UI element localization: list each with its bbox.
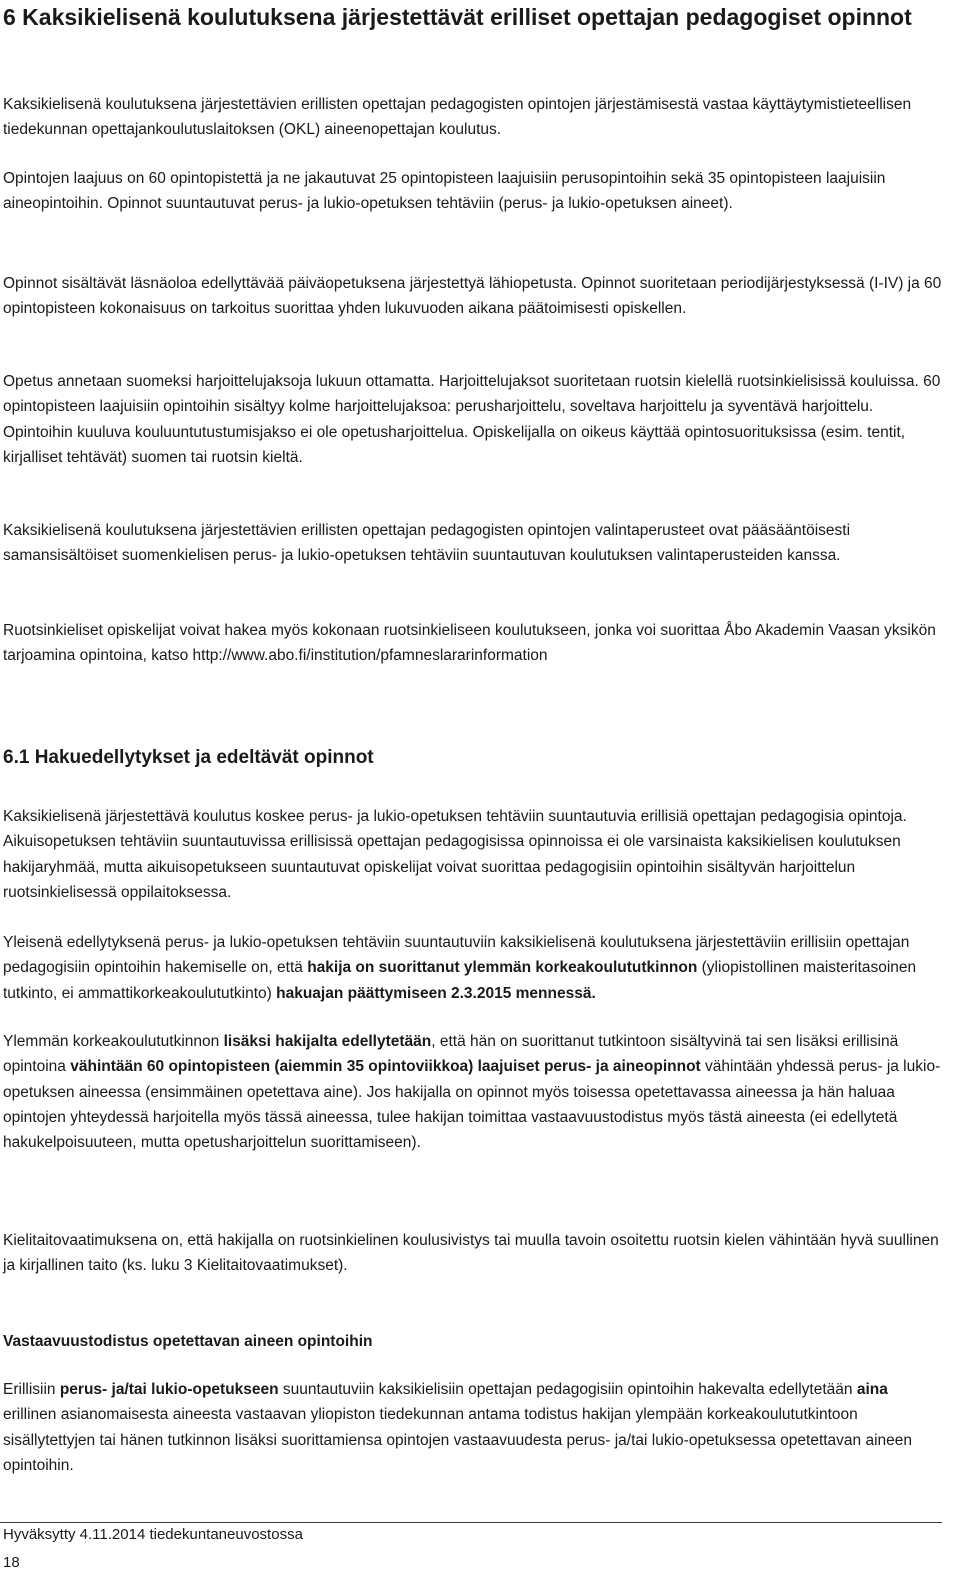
degree-bold-1: lisäksi hakijalta edellytetään	[223, 1033, 432, 1050]
footer-divider	[0, 1522, 942, 1523]
degree-text-3: vähintään yhdessä perus- ja lukio-opetuksen aineessa (ensimmäinen opetettava aine). Jos hakijalla on opinnot myös toisessa opetettavassa aineessa ja hän haluaa opintojen yhteydessä harjoitella myös tässä aineessa, tulee hakijan toimittaa vastaavuustodistus myös tästä aineesta (ei edellytetä hakukelpoisuuteen, mutta opetusharjoittelun suorittamiseen).	[3, 1058, 941, 1152]
paragraph-intro: Kaksikielisenä koulutuksena järjestettävien erillisten opettajan pedagogisten opintojen järjestämisestä vastaa käyttäytymistieteellisen tiedekunnan opettajankoulutuslaitoksen (OKL) aineenopettajan koulutus.	[3, 96, 912, 139]
paragraph-scope: Opintojen laajuus on 60 opintopistettä ja ne jakautuvat 25 opintopisteen laajuisiin perusopintoihin sekä 35 opintopisteen laajuisiin aineopintoihin. Opinnot suuntautuvat perus- ja lukio-opetuksen tehtäviin (perus- ja lukio-opetuksen aineet).	[3, 170, 886, 213]
general-text-1: Yleisenä edellytyksenä perus- ja lukio-opetuksen tehtäviin suuntautuviin kaksikielisenä koulutuksena järjestettäviin erillisiin opettajan pedagogisiin opintoihin hakemiselle on, että	[3, 934, 910, 977]
page-number: 18	[3, 1554, 20, 1571]
general-text-2: (yliopistollinen maisteritasoinen tutkinto, ei ammattikorkeakoulututkinto)	[3, 959, 917, 1002]
paragraph-target-group: Kaksikielisenä järjestettävä koulutus koskee perus- ja lukio-opetuksen tehtäviin suuntautuvia erillisiä opettajan pedagogisia opintoja. Aikuisopetuksen tehtäviin suuntautuvissa erillisissä opettajan pedagogisissa opinnoissa ei ole varsinaista kaksikielisen koulutuksen hakijaryhmää, mutta aikuisopetukseen suuntautuvat opiskelijat voivat suorittaa pedagogisiin opintoihin sisältyvän harjoittelun ruotsinkielisessä oppilaitoksessa.	[3, 808, 907, 901]
page-title: 6 Kaksikielisenä koulutuksena järjestettävät erilliset opettajan pedagogiset opinnot	[3, 4, 912, 30]
degree-text-2: , että hän on suorittanut tutkintoon sisältyvinä tai sen lisäksi erillisinä opintoina	[3, 1033, 899, 1076]
degree-bold-2: vähintään 60 opintopisteen (aiemmin 35 opintoviikkoa) laajuiset perus- ja aineopinnot	[70, 1058, 701, 1076]
certificate-text-1: Erillisiin	[3, 1381, 60, 1398]
general-bold-1: hakija on suorittanut ylemmän korkeakoulututkinnon	[307, 959, 698, 977]
paragraph-language-requirement: Kielitaitovaatimuksena on, että hakijalla on ruotsinkielinen koulusivistys tai muulla tavoin osoitettu ruotsin kielen vähintään hyvä suullinen ja kirjallinen taito (ks. luku 3 Kielitaitovaatimukset).	[3, 1232, 939, 1275]
certificate-bold-1: perus- ja/tai lukio-opetukseen	[59, 1381, 279, 1398]
degree-text-1: Ylemmän korkeakoulututkinnon	[3, 1033, 224, 1050]
paragraph-language: Opetus annetaan suomeksi harjoittelujaksoja lukuun ottamatta. Harjoittelujaksot suoritetaan ruotsin kielellä ruotsinkielisissä kouluissa. 60 opintopisteen laajuisiin opintoihin sisältyy kolme harjoittelujaksoa: perusharjoittelu, soveltava harjoittelu ja syventävä harjoittelu. Opintoihin kuuluva kouluuntutustumisjakso ei ole opetusharjoittelua. Opiskelijalla on oikeus käyttää opintosuorituksissa (esim. tentit, kirjalliset tehtävät) suomen tai ruotsin kieltä.	[3, 373, 941, 466]
paragraph-swedish-option: Ruotsinkieliset opiskelijat voivat hakea myös kokonaan ruotsinkieliseen koulutukseen, jonka voi suorittaa Åbo Akademin Vaasan yksikön tarjoamina opintoina, katso http://www.abo.fi/institution/pfamneslararinformation	[3, 622, 936, 665]
certificate-bold-2: aina	[856, 1381, 888, 1398]
certificate-text-2: suuntautuviin kaksikielisiin opettajan pedagogisiin opintoihin hakevalta edellytetään	[278, 1381, 857, 1398]
subheading-certificate: Vastaavuustodistus opetettavan aineen opintoihin	[3, 1333, 373, 1350]
paragraph-general-requirement	[3, 930, 943, 1006]
footer-approval-note: Hyväksytty 4.11.2014 tiedekuntaneuvostossa	[3, 1526, 303, 1543]
certificate-text-3: erillinen asianomaisesta aineesta vastaavan yliopiston tiedekunnan antama todistus hakijan ylempään korkeakoulututkintoon sisällytettyjen tai hänen tutkinnon lisäksi suorittamiensa opintojen vastaavuudesta perus- ja/tai lukio-opetuksessa opetettavan aineen opintoihin.	[3, 1406, 913, 1474]
paragraph-admission-criteria: Kaksikielisenä koulutuksena järjestettävien erillisten opettajan pedagogisten opintojen valintaperusteet ovat pääsääntöisesti samansisältöiset suomenkielisen perus- ja lukio-opetuksen tehtäviin suuntautuvan koulutuksen valintaperusteiden kanssa.	[3, 522, 851, 565]
paragraph-certificate	[3, 1377, 943, 1478]
paragraph-attendance: Opinnot sisältävät läsnäoloa edellyttävää päiväopetuksena järjestettyä lähiopetusta. Opinnot suoritetaan periodijärjestyksessä (I-IV) ja 60 opintopisteen kokonaisuus on tarkoitus suorittaa yhden lukuvuoden aikana päätoimisesti opiskellen.	[3, 275, 942, 318]
section-heading: 6.1 Hakuedellytykset ja edeltävät opinnot	[3, 747, 374, 768]
paragraph-degree-requirement	[3, 1029, 943, 1155]
general-bold-2: hakuajan päättymiseen 2.3.2015 mennessä.	[276, 984, 596, 1002]
